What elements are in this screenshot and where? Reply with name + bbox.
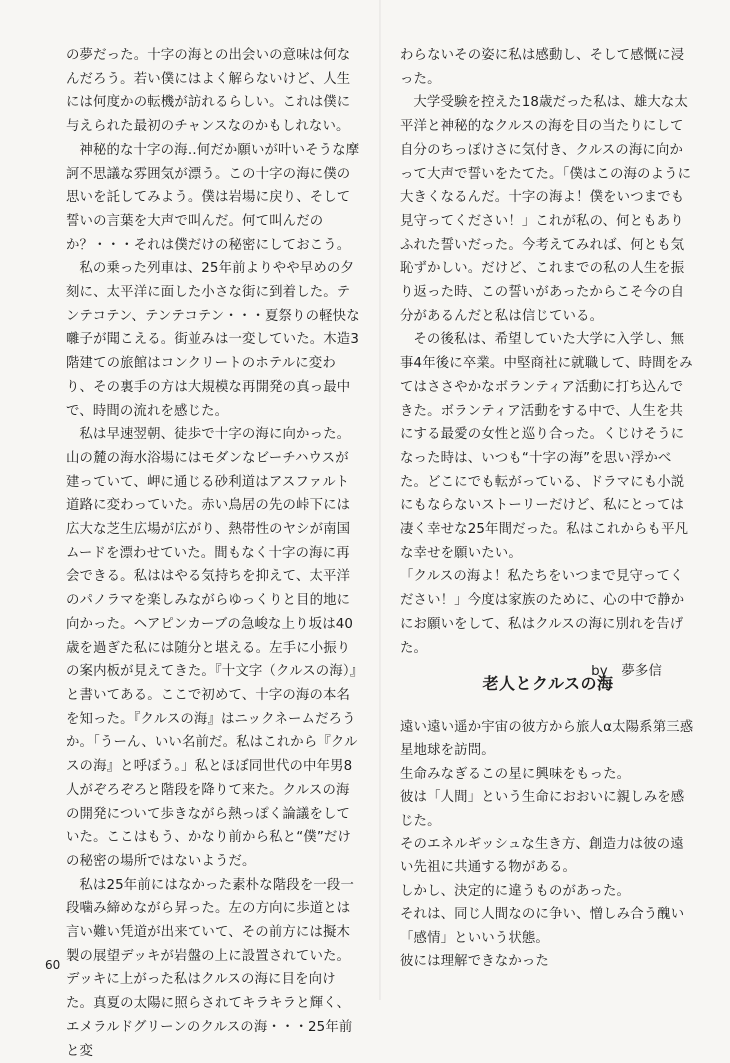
- paragraph: 私は早速翌朝、徒歩で十字の海に向かった。山の麓の海水浴場にはモダンなビーチハウスが建っていて、岬に通じる砂利道はアスファルト道路に変わっていた。赤い鳥居の先の峠下には広大な芝生広場が広がり、熱帯性のヤシが南国ムードを漂わせていた。間もなく十字の海に再会できる。私ははやる気持ちを抑えて、太平洋のパノラマを楽しみながらゆっくりと目的地に向かった。ヘアピンカーブの急峻な上り坂は40歳を過ぎた私には随分と堪える。左手に小振りの案内板が見えてきた。『十文字（クルスの海）』と書いてある。ここで初めて、十字の海の本名を知った。『クルスの海』はニックネームだろうか。「うーん、いい名前だ。私はこれから『クルスの海』と呼ぼう。」私とほぼ同世代の中年男8人がぞろぞろと階段を降りて来た。クルスの海の開発について歩きながら熱っぽく論議をしていた。ここはもう、かなり前から私と“僕”だけの秘密の場所ではないようだ。: [66, 427, 358, 869]
- page-number: 60: [45, 958, 61, 972]
- poem-line: しかし、決定的に違うものがあった。: [400, 883, 631, 899]
- paragraph: わらないその姿に私は感動し、そして感慨に浸った。: [400, 48, 685, 87]
- paragraph: 「クルスの海よ！私たちをいつまで見守ってください！」今度は家族のために、心の中で静かにお願いをして、私はクルスの海に別れを告げた。: [400, 569, 685, 656]
- poem-body: [400, 716, 696, 973]
- paragraph: 私の乗った列車は、25年前よりやや早めの夕刻に、太平洋に面した小さな街に到着した。テンテコテン、テンテコテン・・・夏祭りの軽快な囃子が聞こえる。街並みは一変していた。木造3階建ての旅館はコンクリートのホテルに変わり、その裏手の方は大規模な再開発の真っ最中で、時間の流れを感じた。: [66, 261, 360, 419]
- poem-title: 老人とクルスの海: [482, 674, 614, 693]
- left-column: [66, 44, 361, 1063]
- poem-line: それは、同じ人間なのに争い、憎しみ合う醜い「感情」といいう状態。: [400, 907, 685, 946]
- poem-line: 遠い遠い遥か宇宙の彼方から旅人α太陽系第三惑星地球を訪問。: [400, 720, 694, 759]
- author-byline: by 夢多信: [591, 664, 662, 680]
- paragraph: その後私は、希望していた大学に入学し、無事4年後に卒業。中堅商社に就職して、時間をみてはささやかなボランティア活動に打ち込んできた。ボランティア活動をする中で、人生を共にする最愛の女性と巡り合った。くじけそうになった時は、いつも“十字の海”を思い浮かべた。どこにでも転がっている、ドラマにも小説にもならないストーリーだけど、私にとっては凄く幸せな25年間だった。私はこれからも平凡な幸せを願いたい。: [400, 332, 693, 561]
- page-fold: [379, 0, 381, 1000]
- poem-line: 彼には理解できなかった: [400, 954, 549, 970]
- paragraph: 大学受験を控えた18歳だった私は、雄大な太平洋と神秘的なクルスの海を目の当たりにして自分のちっぽけさに気付き、クルスの海に向かって大声で誓いをたてた。「僕はこの海のように大きくなるんだ。十字の海よ！僕をいつまでも見守ってください！」これが私の、何ともありふれた誓いだった。今考えてみれば、何とも気恥ずかしい。だけど、これまでの私の人生を振り返った時、この誓いがあったからこそ今の自分があるんだと私は信じている。: [400, 95, 692, 324]
- right-column: [400, 44, 696, 684]
- poem-line: そのエネルギッシュな生き方、創造力は彼の遠い先祖に共通する物がある。: [400, 837, 684, 876]
- paragraph: 私は25年前にはなかった素朴な階段を一段一段噛み締めながら昇った。左の方向に歩道とは言い難い凭道が出来ていて、その前方には擬木製の展望デッキが岩盤の上に設置されていた。デッキに上がった私はクルスの海に目を向けた。真夏の太陽に照らされてキラキラと輝く、エメラルドグリーンのクルスの海・・・25年前と変: [66, 877, 354, 1059]
- paragraph: 神秘的な十字の海‥何だか願いが叶いそうな摩訶不思議な雰囲気が漂う。この十字の海に僕の思いを託してみよう。僕は岩場に戻り、そして誓いの言葉を大声で叫んだ。何て叫んだのか？・・・それは僕だけの秘密にしておこう。: [66, 142, 360, 253]
- poem-line: 生命みなぎるこの星に興味をもった。: [400, 766, 631, 782]
- poem-line: 彼は「人間」という生命におおいに親しみを感じた。: [400, 790, 685, 829]
- paragraph: の夢だった。十字の海との出会いの意味は何なんだろう。若い僕にはよく解らないけど、人生には何度かの転機が訪れるらしい。これは僕に与えられた最初のチャンスなのかもしれない。: [66, 48, 351, 135]
